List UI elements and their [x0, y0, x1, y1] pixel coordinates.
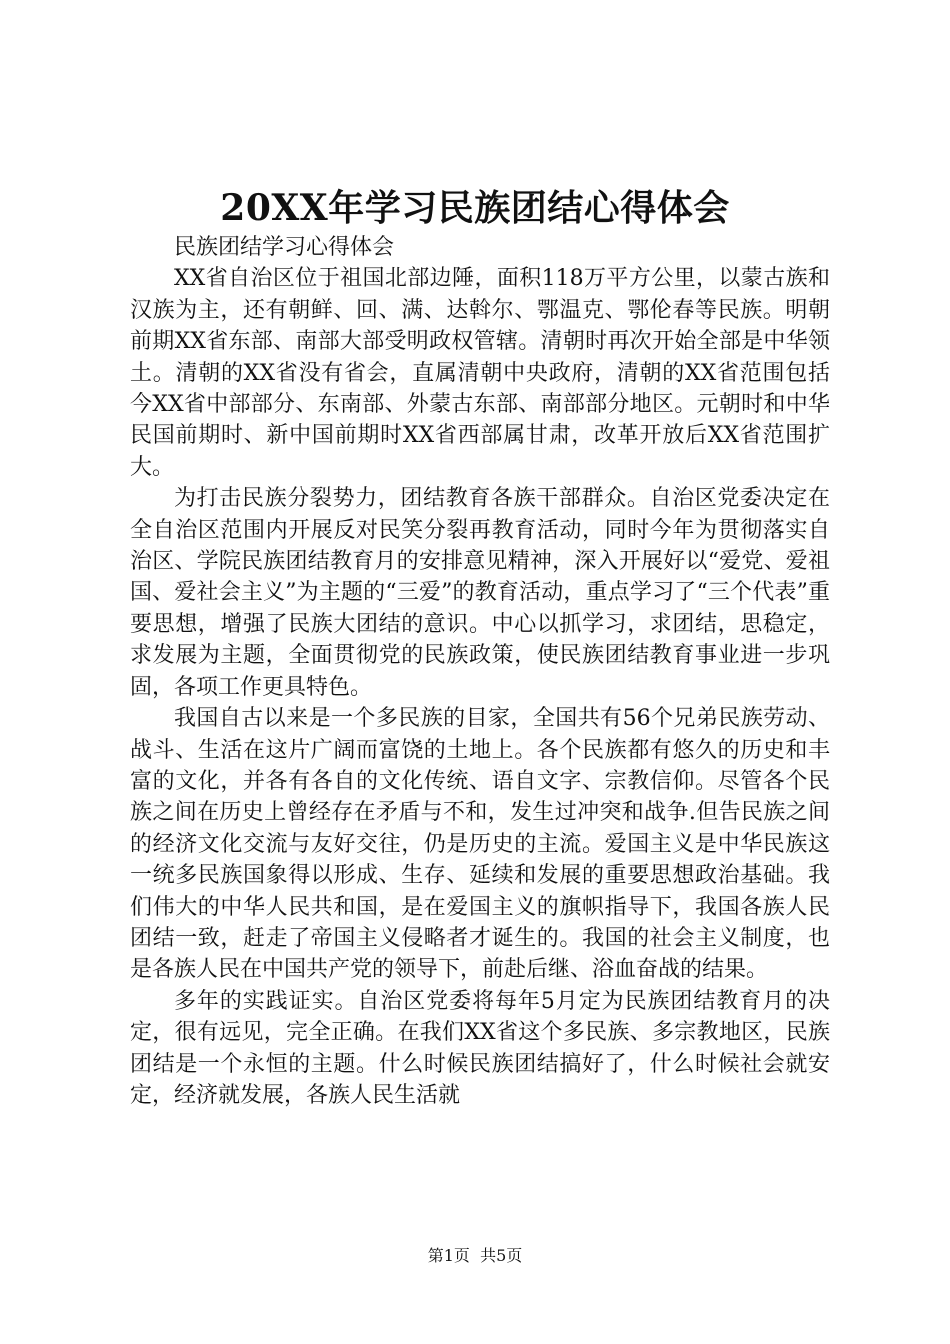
page-number: 第1页: [427, 1246, 470, 1265]
paragraph: 为打击民族分裂势力，团结教育各族干部群众。自治区党委决定在全自治区范围内开展反对民笑分裂再教育活动，同时今年为贯彻落实自治区、学院民族团结教育月的安排意见精神，深入开展好以“爱党、爱祖国、爱社会主义”为主题的“三爱”的教育活动，重点学习了“三个代表”重要思想，增强了民族大团结的意识。中心以抓学习，求团结，思稳定，求发展为主题，全面贯彻党的民族政策，使民族团结教育事业进一步巩固，各项工作更具特色。: [130, 486, 830, 700]
paragraph: XX省自治区位于祖国北部边陲，面积118万平方公里，以蒙古族和汉族为主，还有朝鲜、回、满、达斡尔、鄂温克、鄂伦春等民族。明朝前期XX省东部、南部大部受明政权管辖。清朝时再次开始全部是中华领土。清朝的XX省没有省会，直属清朝中央政府，清朝的XX省范围包括今XX省中部部分、东南部、外蒙古东部、南部部分地区。元朝时和中华民国前期时、新中国前期时XX省西部属甘肃，改革开放后XX省范围扩大。: [130, 266, 830, 480]
document-title: 20XX年学习民族团结心得体会: [220, 187, 730, 229]
document-body: [130, 232, 830, 1111]
paragraph: 多年的实践证实。自治区党委将每年5月定为民族团结教育月的决定，很有远见，完全正确。在我们XX省这个多民族、多宗教地区，民族团结是一个永恒的主题。什么时候民族团结搞好了，什么时候社会就安定，经济就发展，各族人民生活就: [130, 988, 830, 1108]
page-total: 共5页: [480, 1246, 523, 1265]
paragraph: 我国自古以来是一个多民族的目家，全国共有56个兄弟民族劳动、战斗、生活在这片广阔而富饶的土地上。各个民族都有悠久的历史和丰富的文化，并各有各自的文化传统、语自文字、宗教信仰。尽管各个民族之间在历史上曾经存在矛盾与不和，发生过冲突和战争.但告民族之间的经济文化交流与友好交往，仍是历史的主流。爱国主义是中华民族这一统多民族国象得以形成、生存、延续和发展的重要思想政治基础。我们伟大的中华人民共和国，是在爱国主义的旗帜指导下，我国各族人民团结一致，赶走了帝国主义侵略者才诞生的。我国的社会主义制度，也是各族人民在中国共产党的领导下，前赴后继、浴血奋战的结果。: [130, 706, 830, 983]
paragraph-subtitle: 民族团结学习心得体会: [174, 235, 395, 260]
page-footer: [0, 1244, 950, 1268]
